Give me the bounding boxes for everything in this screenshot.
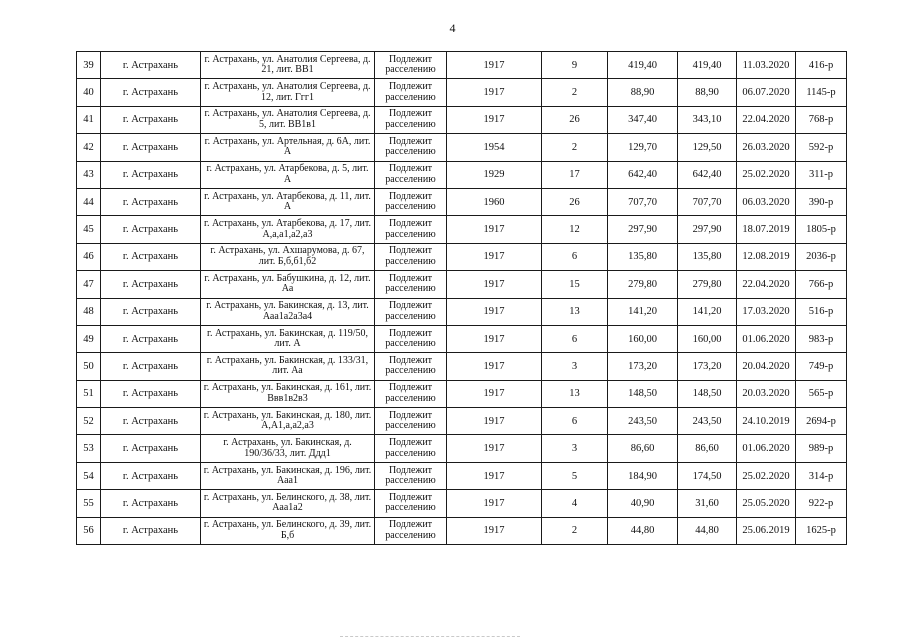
order-number-cell: 1145-р xyxy=(796,79,847,106)
row-number-cell: 44 xyxy=(77,188,101,215)
table-row xyxy=(77,79,847,106)
area-living-cell: 419,40 xyxy=(678,52,737,79)
residents-count-cell: 6 xyxy=(542,243,608,270)
status-cell: Подлежит расселению xyxy=(375,79,447,106)
area-total-cell: 419,40 xyxy=(608,52,678,79)
area-total-cell: 148,50 xyxy=(608,380,678,407)
city-cell: г. Астрахань xyxy=(101,325,201,352)
table-row xyxy=(77,216,847,243)
address-cell: г. Астрахань, ул. Бабушкина, д. 12, лит. Аа xyxy=(201,271,375,298)
city-cell: г. Астрахань xyxy=(101,52,201,79)
address-cell: г. Астрахань, ул. Анатолия Сергеева, д. 12, лит. Ггг1 xyxy=(201,79,375,106)
status-cell: Подлежит расселению xyxy=(375,380,447,407)
order-number-cell: 416-р xyxy=(796,52,847,79)
residents-count-cell: 2 xyxy=(542,134,608,161)
city-cell: г. Астрахань xyxy=(101,134,201,161)
status-cell: Подлежит расселению xyxy=(375,161,447,188)
scan-artifact-line xyxy=(340,636,520,638)
year-cell: 1917 xyxy=(447,325,542,352)
area-living-cell: 642,40 xyxy=(678,161,737,188)
area-total-cell: 86,60 xyxy=(608,435,678,462)
row-number-cell: 51 xyxy=(77,380,101,407)
year-cell: 1917 xyxy=(447,408,542,435)
decision-date-cell: 18.07.2019 xyxy=(737,216,796,243)
address-cell: г. Астрахань, ул. Бакинская, д. 196, лит. Ааа1 xyxy=(201,462,375,489)
year-cell: 1917 xyxy=(447,52,542,79)
year-cell: 1917 xyxy=(447,435,542,462)
residents-count-cell: 3 xyxy=(542,353,608,380)
row-number-cell: 42 xyxy=(77,134,101,161)
residents-count-cell: 26 xyxy=(542,188,608,215)
area-total-cell: 173,20 xyxy=(608,353,678,380)
year-cell: 1917 xyxy=(447,216,542,243)
status-cell: Подлежит расселению xyxy=(375,134,447,161)
residents-count-cell: 15 xyxy=(542,271,608,298)
city-cell: г. Астрахань xyxy=(101,298,201,325)
status-cell: Подлежит расселению xyxy=(375,188,447,215)
row-number-cell: 56 xyxy=(77,517,101,544)
table-row xyxy=(77,490,847,517)
area-total-cell: 40,90 xyxy=(608,490,678,517)
residents-count-cell: 4 xyxy=(542,490,608,517)
housing-registry-table xyxy=(76,51,847,545)
year-cell: 1917 xyxy=(447,106,542,133)
area-living-cell: 279,80 xyxy=(678,271,737,298)
residents-count-cell: 5 xyxy=(542,462,608,489)
residents-count-cell: 26 xyxy=(542,106,608,133)
residents-count-cell: 12 xyxy=(542,216,608,243)
area-total-cell: 297,90 xyxy=(608,216,678,243)
decision-date-cell: 25.02.2020 xyxy=(737,462,796,489)
area-total-cell: 44,80 xyxy=(608,517,678,544)
year-cell: 1917 xyxy=(447,380,542,407)
order-number-cell: 2036-р xyxy=(796,243,847,270)
year-cell: 1917 xyxy=(447,517,542,544)
table-row xyxy=(77,435,847,462)
decision-date-cell: 12.08.2019 xyxy=(737,243,796,270)
area-living-cell: 135,80 xyxy=(678,243,737,270)
area-living-cell: 174,50 xyxy=(678,462,737,489)
status-cell: Подлежит расселению xyxy=(375,408,447,435)
year-cell: 1917 xyxy=(447,243,542,270)
decision-date-cell: 20.03.2020 xyxy=(737,380,796,407)
year-cell: 1917 xyxy=(447,298,542,325)
decision-date-cell: 25.02.2020 xyxy=(737,161,796,188)
residents-count-cell: 6 xyxy=(542,325,608,352)
city-cell: г. Астрахань xyxy=(101,490,201,517)
year-cell: 1917 xyxy=(447,462,542,489)
status-cell: Подлежит расселению xyxy=(375,106,447,133)
city-cell: г. Астрахань xyxy=(101,161,201,188)
decision-date-cell: 24.10.2019 xyxy=(737,408,796,435)
area-living-cell: 129,50 xyxy=(678,134,737,161)
city-cell: г. Астрахань xyxy=(101,353,201,380)
order-number-cell: 983-р xyxy=(796,325,847,352)
address-cell: г. Астрахань, ул. Бакинская, д. 190/36/33, лит. Ддд1 xyxy=(201,435,375,462)
decision-date-cell: 01.06.2020 xyxy=(737,325,796,352)
order-number-cell: 390-р xyxy=(796,188,847,215)
status-cell: Подлежит расселению xyxy=(375,271,447,298)
area-living-cell: 44,80 xyxy=(678,517,737,544)
area-living-cell: 297,90 xyxy=(678,216,737,243)
row-number-cell: 52 xyxy=(77,408,101,435)
status-cell: Подлежит расселению xyxy=(375,325,447,352)
area-living-cell: 148,50 xyxy=(678,380,737,407)
area-total-cell: 88,90 xyxy=(608,79,678,106)
city-cell: г. Астрахань xyxy=(101,243,201,270)
table-row xyxy=(77,271,847,298)
decision-date-cell: 22.04.2020 xyxy=(737,271,796,298)
order-number-cell: 565-р xyxy=(796,380,847,407)
city-cell: г. Астрахань xyxy=(101,271,201,298)
status-cell: Подлежит расселению xyxy=(375,517,447,544)
residents-count-cell: 2 xyxy=(542,79,608,106)
table-row xyxy=(77,243,847,270)
area-living-cell: 31,60 xyxy=(678,490,737,517)
city-cell: г. Астрахань xyxy=(101,380,201,407)
order-number-cell: 311-р xyxy=(796,161,847,188)
area-living-cell: 141,20 xyxy=(678,298,737,325)
city-cell: г. Астрахань xyxy=(101,435,201,462)
order-number-cell: 314-р xyxy=(796,462,847,489)
order-number-cell: 768-р xyxy=(796,106,847,133)
table-row xyxy=(77,161,847,188)
decision-date-cell: 06.03.2020 xyxy=(737,188,796,215)
row-number-cell: 45 xyxy=(77,216,101,243)
area-living-cell: 160,00 xyxy=(678,325,737,352)
order-number-cell: 766-р xyxy=(796,271,847,298)
order-number-cell: 749-р xyxy=(796,353,847,380)
residents-count-cell: 9 xyxy=(542,52,608,79)
year-cell: 1917 xyxy=(447,271,542,298)
table-row xyxy=(77,134,847,161)
order-number-cell: 1805-р xyxy=(796,216,847,243)
address-cell: г. Астрахань, ул. Атарбекова, д. 11, лит. А xyxy=(201,188,375,215)
decision-date-cell: 17.03.2020 xyxy=(737,298,796,325)
table-body xyxy=(77,52,847,545)
status-cell: Подлежит расселению xyxy=(375,52,447,79)
address-cell: г. Астрахань, ул. Артельная, д. 6А, лит. А xyxy=(201,134,375,161)
area-total-cell: 184,90 xyxy=(608,462,678,489)
row-number-cell: 48 xyxy=(77,298,101,325)
row-number-cell: 54 xyxy=(77,462,101,489)
page-number: 4 xyxy=(449,21,456,35)
residents-count-cell: 17 xyxy=(542,161,608,188)
area-living-cell: 707,70 xyxy=(678,188,737,215)
row-number-cell: 49 xyxy=(77,325,101,352)
row-number-cell: 50 xyxy=(77,353,101,380)
table-row xyxy=(77,52,847,79)
status-cell: Подлежит расселению xyxy=(375,462,447,489)
address-cell: г. Астрахань, ул. Атарбекова, д. 5, лит. А xyxy=(201,161,375,188)
residents-count-cell: 6 xyxy=(542,408,608,435)
city-cell: г. Астрахань xyxy=(101,216,201,243)
address-cell: г. Астрахань, ул. Анатолия Сергеева, д. 5, лит. ВВ1в1 xyxy=(201,106,375,133)
table-row xyxy=(77,298,847,325)
row-number-cell: 53 xyxy=(77,435,101,462)
table-row xyxy=(77,353,847,380)
order-number-cell: 516-р xyxy=(796,298,847,325)
city-cell: г. Астрахань xyxy=(101,517,201,544)
decision-date-cell: 26.03.2020 xyxy=(737,134,796,161)
address-cell: г. Астрахань, ул. Белинского, д. 39, лит. Б,б xyxy=(201,517,375,544)
year-cell: 1917 xyxy=(447,353,542,380)
residents-count-cell: 13 xyxy=(542,298,608,325)
address-cell: г. Астрахань, ул. Бакинская, д. 119/50, лит. А xyxy=(201,325,375,352)
area-total-cell: 135,80 xyxy=(608,243,678,270)
year-cell: 1960 xyxy=(447,188,542,215)
area-total-cell: 243,50 xyxy=(608,408,678,435)
year-cell: 1917 xyxy=(447,490,542,517)
status-cell: Подлежит расселению xyxy=(375,490,447,517)
table-row xyxy=(77,380,847,407)
year-cell: 1929 xyxy=(447,161,542,188)
row-number-cell: 41 xyxy=(77,106,101,133)
table-row xyxy=(77,325,847,352)
decision-date-cell: 25.06.2019 xyxy=(737,517,796,544)
residents-count-cell: 3 xyxy=(542,435,608,462)
table-row xyxy=(77,517,847,544)
decision-date-cell: 06.07.2020 xyxy=(737,79,796,106)
decision-date-cell: 11.03.2020 xyxy=(737,52,796,79)
area-total-cell: 642,40 xyxy=(608,161,678,188)
area-living-cell: 88,90 xyxy=(678,79,737,106)
row-number-cell: 47 xyxy=(77,271,101,298)
table-row xyxy=(77,106,847,133)
order-number-cell: 989-р xyxy=(796,435,847,462)
residents-count-cell: 2 xyxy=(542,517,608,544)
area-total-cell: 160,00 xyxy=(608,325,678,352)
status-cell: Подлежит расселению xyxy=(375,216,447,243)
year-cell: 1917 xyxy=(447,79,542,106)
row-number-cell: 55 xyxy=(77,490,101,517)
year-cell: 1954 xyxy=(447,134,542,161)
decision-date-cell: 25.05.2020 xyxy=(737,490,796,517)
status-cell: Подлежит расселению xyxy=(375,353,447,380)
table-row xyxy=(77,462,847,489)
table-row xyxy=(77,408,847,435)
row-number-cell: 39 xyxy=(77,52,101,79)
address-cell: г. Астрахань, ул. Бакинская, д. 133/31, лит. Аа xyxy=(201,353,375,380)
address-cell: г. Астрахань, ул. Бакинская, д. 13, лит. Ааа1а2а3а4 xyxy=(201,298,375,325)
area-total-cell: 129,70 xyxy=(608,134,678,161)
area-total-cell: 279,80 xyxy=(608,271,678,298)
order-number-cell: 2694-р xyxy=(796,408,847,435)
decision-date-cell: 20.04.2020 xyxy=(737,353,796,380)
area-living-cell: 86,60 xyxy=(678,435,737,462)
decision-date-cell: 01.06.2020 xyxy=(737,435,796,462)
address-cell: г. Астрахань, ул. Бакинская, д. 180, лит. А,А1,а,а2,а3 xyxy=(201,408,375,435)
address-cell: г. Астрахань, ул. Анатолия Сергеева, д. 21, лит. ВВ1 xyxy=(201,52,375,79)
area-total-cell: 141,20 xyxy=(608,298,678,325)
row-number-cell: 46 xyxy=(77,243,101,270)
address-cell: г. Астрахань, ул. Ахшарумова, д. 67, лит. Б,б,б1,б2 xyxy=(201,243,375,270)
address-cell: г. Астрахань, ул. Белинского, д. 38, лит. Ааа1а2 xyxy=(201,490,375,517)
area-living-cell: 343,10 xyxy=(678,106,737,133)
city-cell: г. Астрахань xyxy=(101,462,201,489)
order-number-cell: 922-р xyxy=(796,490,847,517)
address-cell: г. Астрахань, ул. Бакинская, д. 161, лит. Ввв1в2в3 xyxy=(201,380,375,407)
row-number-cell: 43 xyxy=(77,161,101,188)
city-cell: г. Астрахань xyxy=(101,106,201,133)
address-cell: г. Астрахань, ул. Атарбекова, д. 17, лит. А,а,а1,а2,а3 xyxy=(201,216,375,243)
status-cell: Подлежит расселению xyxy=(375,435,447,462)
status-cell: Подлежит расселению xyxy=(375,243,447,270)
table-row xyxy=(77,188,847,215)
decision-date-cell: 22.04.2020 xyxy=(737,106,796,133)
city-cell: г. Астрахань xyxy=(101,188,201,215)
city-cell: г. Астрахань xyxy=(101,408,201,435)
area-total-cell: 347,40 xyxy=(608,106,678,133)
area-living-cell: 243,50 xyxy=(678,408,737,435)
residents-count-cell: 13 xyxy=(542,380,608,407)
status-cell: Подлежит расселению xyxy=(375,298,447,325)
area-living-cell: 173,20 xyxy=(678,353,737,380)
city-cell: г. Астрахань xyxy=(101,79,201,106)
order-number-cell: 592-р xyxy=(796,134,847,161)
area-total-cell: 707,70 xyxy=(608,188,678,215)
row-number-cell: 40 xyxy=(77,79,101,106)
order-number-cell: 1625-р xyxy=(796,517,847,544)
